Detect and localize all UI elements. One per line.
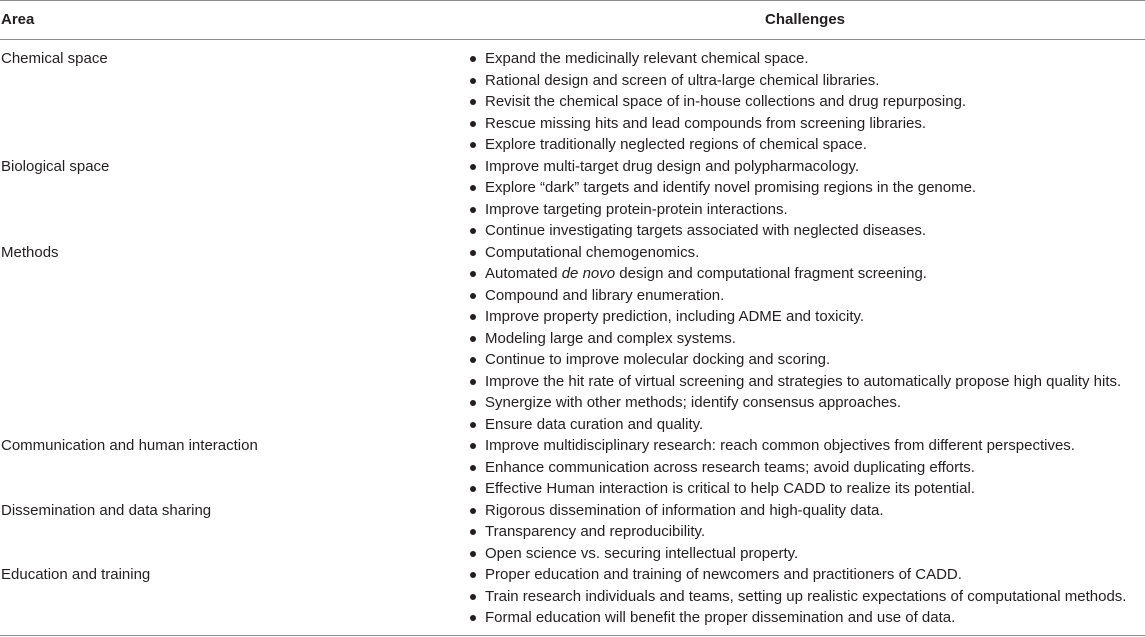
bullet-icon xyxy=(470,551,476,557)
bullet-icon xyxy=(470,400,476,406)
bullet-icon xyxy=(470,529,476,535)
challenge-text: Improve targeting protein-protein interactions. xyxy=(485,200,788,218)
challenge-text: Continue to improve molecular docking and scoring. xyxy=(485,351,831,368)
challenge-item xyxy=(470,500,1145,522)
challenge-list xyxy=(470,242,1145,436)
column-header-area: Area xyxy=(1,11,35,28)
table-row xyxy=(0,48,1145,156)
area-cell: Chemical space xyxy=(1,50,108,67)
bullet-icon xyxy=(470,271,476,277)
bullet-icon xyxy=(470,142,476,148)
table-row xyxy=(0,435,1145,500)
challenge-text: Improve the hit rate of virtual screening and strategies to automatically propose high quality hits. xyxy=(485,372,1122,390)
challenge-item xyxy=(470,134,1145,156)
challenge-item xyxy=(470,177,1145,199)
challenge-item xyxy=(470,392,1145,414)
bullet-icon xyxy=(470,185,476,191)
challenge-item xyxy=(470,220,1145,242)
bullet-icon xyxy=(470,164,476,170)
challenge-item xyxy=(470,435,1145,457)
challenge-text: Rational design and screen of ultra-large chemical libraries. xyxy=(485,71,880,89)
challenge-item xyxy=(470,70,1145,92)
challenge-text: Open science vs. securing intellectual property. xyxy=(485,544,799,562)
challenge-item xyxy=(470,306,1145,328)
challenge-text: Improve multi-target drug design and polypharmacology. xyxy=(485,157,860,175)
challenge-item xyxy=(470,263,1145,285)
column-header-challenges: Challenges xyxy=(765,11,846,28)
challenge-text: Synergize with other methods; identify consensus approaches. xyxy=(485,394,902,411)
challenge-item xyxy=(470,156,1145,178)
area-cell: Methods xyxy=(1,243,59,261)
challenge-item xyxy=(470,478,1145,500)
bullet-icon xyxy=(470,207,476,213)
table-bottom-rule xyxy=(0,635,1145,636)
area-cell: Biological space xyxy=(1,157,110,175)
challenge-text: Enhance communication across research teams; avoid duplicating efforts. xyxy=(485,458,975,476)
bullet-icon xyxy=(470,99,476,105)
bullet-icon xyxy=(470,572,476,578)
bullet-icon xyxy=(470,78,476,84)
challenge-text: Explore “dark” targets and identify novel promising regions in the genome. xyxy=(485,179,977,196)
challenge-item xyxy=(470,543,1145,565)
challenge-item xyxy=(470,242,1145,264)
challenge-item xyxy=(470,414,1145,436)
bullet-icon xyxy=(470,422,476,428)
bullet-icon xyxy=(470,293,476,299)
bullet-icon xyxy=(470,250,476,256)
challenge-text: Computational chemogenomics. xyxy=(485,243,700,261)
challenge-item xyxy=(470,285,1145,307)
table-header xyxy=(0,1,1145,39)
challenge-item xyxy=(470,113,1145,135)
challenge-text-italic: de novo xyxy=(561,265,616,282)
challenge-item xyxy=(470,328,1145,350)
table-row xyxy=(0,156,1145,242)
challenge-text: Continue investigating targets associated with neglected diseases. xyxy=(485,222,927,239)
challenge-list xyxy=(470,156,1145,242)
area-cell: Communication and human interaction xyxy=(1,437,258,454)
challenge-text: Explore traditionally neglected regions of chemical space. xyxy=(485,136,867,153)
area-cell: Dissemination and data sharing xyxy=(1,501,212,519)
table-row xyxy=(0,500,1145,565)
challenge-text: Transparency and reproducibility. xyxy=(485,523,706,540)
bullet-icon xyxy=(470,465,476,471)
bullet-icon xyxy=(470,594,476,600)
challenge-item xyxy=(470,564,1145,586)
challenge-item xyxy=(470,607,1145,629)
challenge-item xyxy=(470,349,1145,371)
table-header-rule xyxy=(0,39,1145,40)
challenge-text: Revisit the chemical space of in-house collections and drug repurposing. xyxy=(485,93,967,110)
bullet-icon xyxy=(470,615,476,621)
bullet-icon xyxy=(470,508,476,514)
bullet-icon xyxy=(470,357,476,363)
challenge-text: Formal education will benefit the proper dissemination and use of data. xyxy=(485,609,956,626)
challenge-text: Train research individuals and teams, setting up realistic expectations of computational methods. xyxy=(485,587,1127,605)
bullet-icon xyxy=(470,379,476,385)
challenge-list xyxy=(470,435,1145,500)
challenge-text: design and computational fragment screening. xyxy=(615,265,927,282)
bullet-icon xyxy=(470,314,476,320)
challenge-item xyxy=(470,457,1145,479)
bullet-icon xyxy=(470,56,476,62)
challenge-item xyxy=(470,586,1145,608)
table-row xyxy=(0,564,1145,629)
challenge-text: Rigorous dissemination of information and high-quality data. xyxy=(485,501,884,519)
challenge-text: Effective Human interaction is critical to help CADD to realize its potential. xyxy=(485,480,975,497)
challenge-list xyxy=(470,564,1145,629)
bullet-icon xyxy=(470,121,476,127)
area-cell: Education and training xyxy=(1,566,151,583)
challenge-item xyxy=(470,521,1145,543)
bullet-icon xyxy=(470,228,476,234)
challenge-text: Automated xyxy=(485,265,562,282)
challenge-text: Compound and library enumeration. xyxy=(485,286,725,304)
challenge-text: Improve multidisciplinary research: reach common objectives from different perspectives. xyxy=(485,437,1075,454)
challenge-list xyxy=(470,500,1145,565)
challenge-text: Proper education and training of newcomers and practitioners of CADD. xyxy=(485,566,962,583)
bullet-icon xyxy=(470,443,476,449)
challenge-text: Rescue missing hits and lead compounds from screening libraries. xyxy=(485,114,927,132)
challenge-item xyxy=(470,91,1145,113)
table-body xyxy=(0,48,1145,629)
bullet-icon xyxy=(470,486,476,492)
challenge-item xyxy=(470,371,1145,393)
challenge-item xyxy=(470,199,1145,221)
bullet-icon xyxy=(470,336,476,342)
challenge-list xyxy=(470,48,1145,156)
challenge-text: Modeling large and complex systems. xyxy=(485,329,736,347)
challenge-text: Improve property prediction, including ADME and toxicity. xyxy=(485,308,865,325)
challenge-item xyxy=(470,48,1145,70)
table-row xyxy=(0,242,1145,436)
challenge-text: Expand the medicinally relevant chemical space. xyxy=(485,50,809,67)
challenge-text: Ensure data curation and quality. xyxy=(485,415,704,433)
